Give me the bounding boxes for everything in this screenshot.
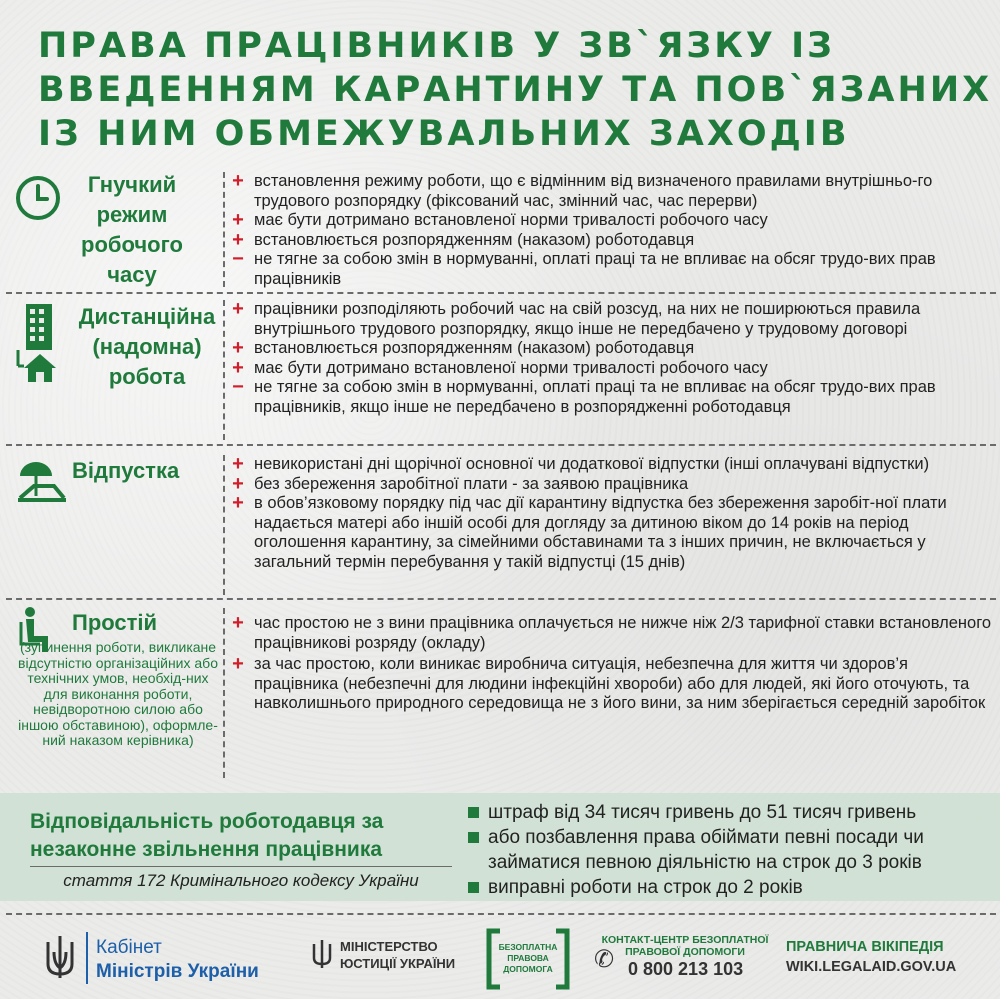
list-item: + встановлення режиму роботи, що є відмінним від визначеного правилами внутрішньо-го трудового розпорядку (фіксований час, змінний час, час перерви) [228, 172, 993, 211]
list-item: + працівники розподіляють робочий час на свій розсуд, на них не поширюються правила внутрішнього трудового розпорядку, якщо інше не передбачено у трудовому договорі [228, 300, 993, 339]
title-line: ПРАВА ПРАЦІВНИКІВ У ЗВ`ЯЗКУ ІЗ [38, 26, 835, 66]
divider [86, 932, 88, 984]
divider [223, 455, 225, 595]
trident-icon [42, 934, 78, 982]
section-items [228, 172, 993, 289]
bullet-square [468, 832, 479, 843]
list-item: + встановлюється розпорядженням (наказом) роботодавця [228, 231, 993, 251]
bullet-square [468, 807, 479, 818]
cabinet-logo [42, 928, 302, 990]
section-title: Відпустка [72, 458, 180, 483]
beach-chair-icon [14, 456, 68, 504]
divider [6, 913, 996, 915]
plus-mark: + [232, 228, 244, 251]
plus-mark: + [232, 356, 244, 379]
legal-aid-logo [486, 928, 576, 990]
ministry-name: МІНІСТЕРСТВО ЮСТИЦІЇ УКРАЇНИ [340, 939, 456, 971]
list-item: + за час простою, коли виникає виробнича ситуація, небезпечна для життя чи здоров’я працівника (небезпечні для людини інфекційні хвороби) або для людей, які його оточують, та навколишнього природного середовища не з його вини, за ним зберігається середній заробіток [228, 655, 993, 714]
section-subtitle: (зупинення роботи, викликане відсутністю організаційних або технічних умов, необхід-них для виконання роботи, невідворотною силою або іншою обставиною), оформле-ний наказом керівника) [18, 639, 218, 748]
cabinet-name: Кабінет Міністрів України [96, 937, 259, 982]
plus-mark: + [232, 653, 244, 675]
plus-mark: + [232, 209, 244, 231]
section-title: Дистанційна (надомна) робота [78, 304, 216, 389]
list-item: − не тягне за собою змін в нормуванні, оплаті праці та не впливає на обсяг трудо-вих прав працівників, якщо інше не передбачено в розпорядженні роботодавця [228, 378, 993, 417]
section-title: Простій [72, 610, 158, 635]
plus-mark: + [232, 492, 244, 514]
list-item: виправні роботи на строк до 2 років [466, 875, 986, 900]
list-item: або позбавлення права обіймати певні посади чи займатися певною діяльністю на строк до 3 років [466, 825, 986, 875]
list-item: − не тягне за собою змін в нормуванні, оплаті праці та не впливає на обсяг трудо-вих прав працівників [228, 250, 993, 289]
list-item: + без збереження заробітної плати - за заявою працівника [228, 475, 993, 495]
wiki-url[interactable]: WIKI.LEGALAID.GOV.UA [786, 959, 957, 975]
section-items [228, 300, 993, 417]
plus-mark: + [232, 612, 244, 634]
section-items [228, 614, 993, 714]
penalty-list [466, 800, 986, 900]
liability-article: стаття 172 Кримінального кодексу України [63, 871, 419, 890]
trident-icon [310, 938, 334, 972]
contact-label: КОНТАКТ-ЦЕНТР БЕЗОПЛАТНОЇ ПРАВОВОЇ ДОПОМОГИ [601, 934, 769, 958]
plus-mark: + [232, 337, 244, 359]
wiki-link[interactable] [786, 928, 986, 990]
title-line: ІЗ НИМ ОБМЕЖУВАЛЬНИХ ЗАХОДІВ [38, 114, 850, 154]
page-title [38, 24, 993, 156]
plus-mark: + [232, 472, 244, 495]
title-line: ВВЕДЕННЯМ КАРАНТИНУ ТА ПОВ`ЯЗАНИХ [38, 70, 993, 110]
divider [6, 444, 996, 446]
list-item: + невикористані дні щорічної основної чи додаткової відпустки (інші оплачувані відпустки) [228, 455, 993, 475]
liability-title: Відповідальність роботодавця за незаконне звільнення працівника [30, 810, 384, 861]
list-item: + в обов’язковому порядку під час дії карантину відпустка без збереження заробіт-ної плати надається матері або іншій особі для догляду за дитиною віком до 14 років на період оголошення карантину, за сімейними обставинами та з інших причин, не включається у загальний термін перебування у такій відпустці (15 днів) [228, 494, 993, 572]
list-item: + час простою не з вини працівника оплачується не нижче ніж 2/3 тарифної ставки встановленого працівникові розряду (окладу) [228, 614, 993, 653]
list-item: штраф від 34 тисяч гривень до 51 тисяч гривень [466, 800, 986, 825]
clock-icon [14, 174, 62, 222]
contact-phone[interactable]: 0 800 213 103 [628, 959, 744, 979]
bullet-square [468, 882, 479, 893]
list-item: + має бути дотримано встановленої норми тривалості робочого часу [228, 211, 993, 231]
divider [30, 866, 452, 867]
minus-mark: − [232, 248, 244, 270]
divider [223, 172, 225, 287]
section-items [228, 455, 993, 572]
plus-mark: + [232, 170, 244, 192]
divider [6, 292, 996, 294]
list-item: + встановлюється розпорядженням (наказом) роботодавця [228, 339, 993, 359]
ministry-logo [310, 928, 480, 990]
legal-aid-name: БЕЗОПЛАТНА ПРАВОВА ДОПОМОГА [498, 942, 558, 974]
phone-icon: ✆ [594, 946, 615, 973]
contact-center [594, 928, 774, 990]
divider [6, 598, 996, 600]
minus-mark: − [232, 376, 244, 398]
list-item: + має бути дотримано встановленої норми тривалості робочого часу [228, 359, 993, 379]
office-home-icon [14, 302, 62, 384]
plus-mark: + [232, 453, 244, 475]
wiki-label: ПРАВНИЧА ВІКІПЕДІЯ [786, 939, 944, 955]
divider [223, 300, 225, 440]
section-title: Гнучкий режим робочого часу [81, 172, 183, 287]
plus-mark: + [232, 298, 244, 320]
divider [223, 608, 225, 778]
